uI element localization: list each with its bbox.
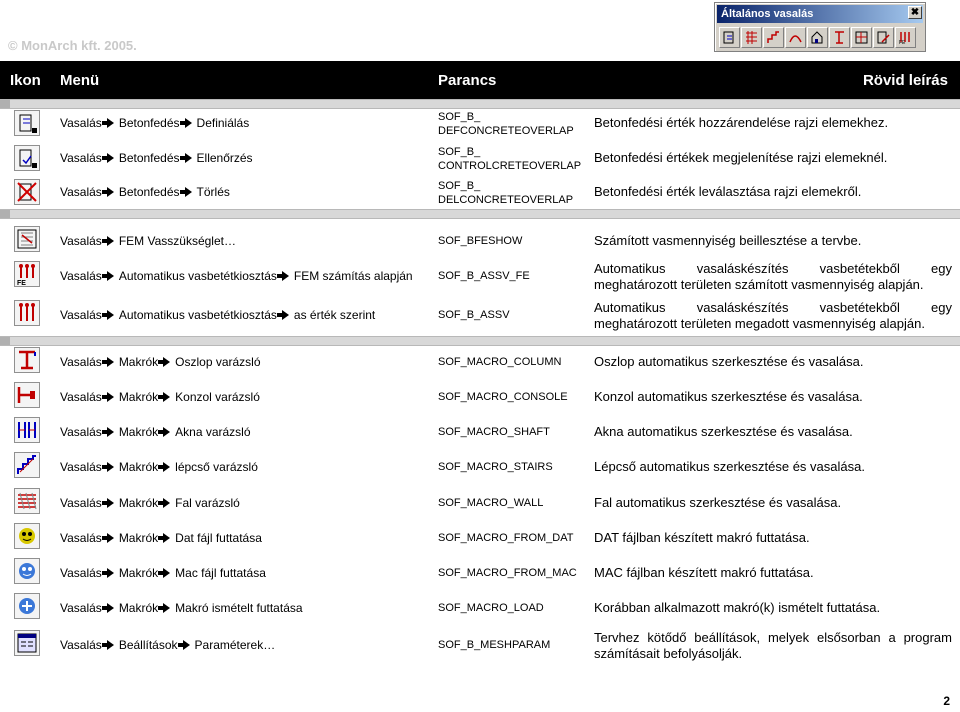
arrow-right-icon xyxy=(163,603,170,613)
arrow-right-icon xyxy=(107,236,114,246)
menu-item: Vasalás xyxy=(60,390,102,404)
mac-macro-icon xyxy=(14,558,40,584)
command-line: SOF_B_ xyxy=(438,111,481,123)
menu-item: Ellenőrzés xyxy=(196,151,253,165)
arrow-right-icon xyxy=(163,498,170,508)
toolbar-fem-icon[interactable] xyxy=(895,27,916,48)
menu-item: Makrók xyxy=(118,425,159,439)
menu-item: Akna varázsló xyxy=(175,425,251,439)
command-name xyxy=(438,460,553,474)
general-reinforcement-toolbar[interactable] xyxy=(714,2,926,52)
menu-item: Betonfedés xyxy=(118,185,180,199)
command-line: DELCONCRETEOVERLAP xyxy=(438,194,574,206)
wall-icon xyxy=(14,488,40,514)
arrow-right-icon xyxy=(185,118,192,128)
menu-item: Makrók xyxy=(118,566,159,580)
parameters-icon xyxy=(14,630,40,656)
section-divider xyxy=(0,209,960,219)
command-line: SOF_MACRO_STAIRS xyxy=(438,461,553,473)
column-icon xyxy=(14,347,40,373)
command-line: SOF_B_ASSV xyxy=(438,309,510,321)
def-cover-icon xyxy=(14,110,40,136)
arrow-right-icon xyxy=(107,118,114,128)
command-name xyxy=(438,566,577,580)
arrow-right-icon xyxy=(107,427,114,437)
table-header xyxy=(0,61,960,99)
command-line: SOF_MACRO_FROM_MAC xyxy=(438,567,577,579)
description: DAT fájlban készített makró futtatása. xyxy=(594,530,810,545)
menu-item: Makrók xyxy=(118,531,159,545)
toolbar-arc-icon[interactable] xyxy=(785,27,806,48)
dat-macro-icon xyxy=(14,523,40,549)
menu-path xyxy=(60,496,240,510)
menu-path xyxy=(60,460,258,474)
description: Betonfedési értékek megjelenítése rajzi elemeknél. xyxy=(594,150,888,165)
command-line: SOF_MACRO_LOAD xyxy=(438,602,544,614)
menu-item: Automatikus vasbetétkiosztás xyxy=(118,269,277,283)
check-cover-icon xyxy=(14,145,40,171)
menu-item: Vasalás xyxy=(60,151,102,165)
arrow-right-icon xyxy=(107,310,114,320)
arrow-right-icon xyxy=(107,392,114,402)
delete-cover-icon xyxy=(14,179,40,205)
arrow-right-icon xyxy=(282,271,289,281)
header-menu: Menü xyxy=(60,72,100,89)
stairs-icon xyxy=(14,452,40,478)
command-line: SOF_B_MESHPARAM xyxy=(438,639,551,651)
menu-item: as érték szerint xyxy=(293,308,376,322)
arrow-right-icon xyxy=(107,603,114,613)
section-divider xyxy=(0,336,960,346)
command-name xyxy=(438,110,574,138)
load-macro-icon xyxy=(14,593,40,619)
arrow-right-icon xyxy=(185,153,192,163)
menu-item: Mac fájl futtatása xyxy=(175,566,266,580)
description: Fal automatikus szerkesztése és vasalása. xyxy=(594,495,842,510)
menu-item: Betonfedés xyxy=(118,116,180,130)
menu-item: Vasalás xyxy=(60,638,102,652)
section-divider xyxy=(0,99,960,109)
menu-item: lépcső varázsló xyxy=(175,460,258,474)
command-line: SOF_BFESHOW xyxy=(438,235,523,247)
description: Tervhez kötődő beállítások, melyek elsősorban a program számításait befolyásolják. xyxy=(594,630,952,661)
svg-text:FE: FE xyxy=(17,280,26,286)
menu-item: Betonfedés xyxy=(118,151,180,165)
arrow-right-icon xyxy=(163,392,170,402)
menu-item: Makrók xyxy=(118,355,159,369)
arrow-right-icon xyxy=(163,568,170,578)
command-name xyxy=(438,145,581,173)
assv-fe-icon xyxy=(14,261,40,287)
description: Betonfedési érték leválasztása rajzi elemekről. xyxy=(594,184,862,199)
shaft-icon xyxy=(14,417,40,443)
arrow-right-icon xyxy=(107,498,114,508)
menu-item: FEM számítás alapján xyxy=(293,269,413,283)
arrow-right-icon xyxy=(163,533,170,543)
menu-item: Makrók xyxy=(118,601,159,615)
command-name xyxy=(438,638,550,652)
toolbar-house-icon[interactable] xyxy=(807,27,828,48)
description: Lépcső automatikus szerkesztése és vasalása. xyxy=(594,459,865,474)
arrow-right-icon xyxy=(107,357,114,367)
command-name xyxy=(438,601,544,615)
toolbar-steps-icon[interactable] xyxy=(763,27,784,48)
command-name xyxy=(438,179,573,207)
fem-show-icon xyxy=(14,226,40,252)
arrow-right-icon xyxy=(107,187,114,197)
command-line: SOF_B_ xyxy=(438,180,481,192)
menu-path xyxy=(60,355,261,369)
description: Korábban alkalmazott makró(k) ismételt futtatása. xyxy=(594,600,881,615)
svg-text:FE: FE xyxy=(899,40,906,45)
menu-path xyxy=(60,185,230,199)
menu-item: Oszlop varázsló xyxy=(175,355,261,369)
menu-item: Definiálás xyxy=(196,116,250,130)
page-number: 2 xyxy=(943,694,950,708)
arrow-right-icon xyxy=(163,357,170,367)
console-icon xyxy=(14,382,40,408)
menu-path xyxy=(60,566,266,580)
command-name xyxy=(438,308,510,322)
menu-item: Vasalás xyxy=(60,234,102,248)
menu-path xyxy=(60,531,262,545)
toolbar-edit-icon[interactable] xyxy=(873,27,894,48)
menu-item: Automatikus vasbetétkiosztás xyxy=(118,308,277,322)
command-name xyxy=(438,234,522,248)
command-line: CONTROLCRETEOVERLAP xyxy=(438,160,582,172)
menu-item: Vasalás xyxy=(60,460,102,474)
toolbar-title: Általános vasalás xyxy=(717,5,923,23)
close-icon[interactable]: ✖ xyxy=(908,6,922,19)
command-line: DEFCONCRETEOVERLAP xyxy=(438,125,574,137)
description: Betonfedési érték hozzárendelése rajzi elemekhez. xyxy=(594,115,889,130)
copyright: © MonArch kft. 2005. xyxy=(8,38,137,53)
arrow-right-icon xyxy=(107,640,114,650)
command-line: SOF_MACRO_SHAFT xyxy=(438,426,550,438)
arrow-right-icon xyxy=(163,462,170,472)
arrow-right-icon xyxy=(163,427,170,437)
description: Konzol automatikus szerkesztése és vasalása. xyxy=(594,389,863,404)
menu-item: Paraméterek… xyxy=(194,638,276,652)
toolbar-grid2-icon[interactable] xyxy=(851,27,872,48)
arrow-right-icon xyxy=(107,153,114,163)
header-parancs: Parancs xyxy=(438,72,497,89)
menu-path xyxy=(60,425,251,439)
description: Oszlop automatikus szerkesztése és vasalása. xyxy=(594,354,864,369)
menu-item: Vasalás xyxy=(60,116,102,130)
menu-item: Vasalás xyxy=(60,425,102,439)
arrow-right-icon xyxy=(107,462,114,472)
menu-item: Beállítások xyxy=(118,638,178,652)
assv-icon xyxy=(14,300,40,326)
toolbar-grid-icon[interactable] xyxy=(741,27,762,48)
menu-path xyxy=(60,116,249,130)
header-leiras: Rövid leírás xyxy=(862,72,948,89)
menu-item: Konzol varázsló xyxy=(175,390,260,404)
menu-item: Vasalás xyxy=(60,601,102,615)
arrow-right-icon xyxy=(107,271,114,281)
command-name xyxy=(438,269,530,283)
command-name xyxy=(438,496,543,510)
menu-item: Dat fájl futtatása xyxy=(175,531,262,545)
toolbar-icons xyxy=(719,27,916,48)
command-line: SOF_B_ASSV_FE xyxy=(438,270,530,282)
menu-item: Vasalás xyxy=(60,308,102,322)
description: Akna automatikus szerkesztése és vasalása. xyxy=(594,424,853,439)
menu-item: Makrók xyxy=(118,460,159,474)
menu-path xyxy=(60,390,260,404)
menu-item: Makrók xyxy=(118,496,159,510)
toolbar-column-icon[interactable] xyxy=(829,27,850,48)
menu-path xyxy=(60,638,275,652)
menu-item: FEM Vasszükséglet… xyxy=(118,234,236,248)
menu-path xyxy=(60,601,303,615)
arrow-right-icon xyxy=(107,533,114,543)
menu-item: Makrók xyxy=(118,390,159,404)
arrow-right-icon xyxy=(183,640,190,650)
description: Számított vasmennyiség beillesztése a tervbe. xyxy=(594,233,862,248)
menu-item: Vasalás xyxy=(60,185,102,199)
command-line: SOF_MACRO_CONSOLE xyxy=(438,391,568,403)
command-name xyxy=(438,355,561,369)
menu-path xyxy=(60,269,413,283)
command-line: SOF_B_ xyxy=(438,146,481,158)
menu-item: Makró ismételt futtatása xyxy=(175,601,303,615)
toolbar-cover-def-icon[interactable] xyxy=(719,27,740,48)
menu-path xyxy=(60,151,253,165)
arrow-right-icon xyxy=(185,187,192,197)
command-line: SOF_MACRO_FROM_DAT xyxy=(438,532,574,544)
menu-item: Törlés xyxy=(196,185,230,199)
arrow-right-icon xyxy=(282,310,289,320)
menu-path xyxy=(60,234,236,248)
command-name xyxy=(438,425,550,439)
arrow-right-icon xyxy=(107,568,114,578)
menu-item: Vasalás xyxy=(60,269,102,283)
command-line: SOF_MACRO_COLUMN xyxy=(438,356,562,368)
description: Automatikus vasaláskészítés vasbetétekből egy meghatározott területen megadott vasmennyiség alapján. xyxy=(594,300,952,331)
command-name xyxy=(438,531,573,545)
menu-path xyxy=(60,308,375,322)
command-name xyxy=(438,390,568,404)
description: Automatikus vasaláskészítés vasbetétekből egy meghatározott területen számított vasmennyiség alapján. xyxy=(594,261,952,292)
command-line: SOF_MACRO_WALL xyxy=(438,497,544,509)
menu-item: Vasalás xyxy=(60,566,102,580)
menu-item: Fal varázsló xyxy=(175,496,240,510)
menu-item: Vasalás xyxy=(60,355,102,369)
menu-item: Vasalás xyxy=(60,496,102,510)
description: MAC fájlban készített makró futtatása. xyxy=(594,565,814,580)
header-ikon: Ikon xyxy=(10,72,41,89)
menu-item: Vasalás xyxy=(60,531,102,545)
